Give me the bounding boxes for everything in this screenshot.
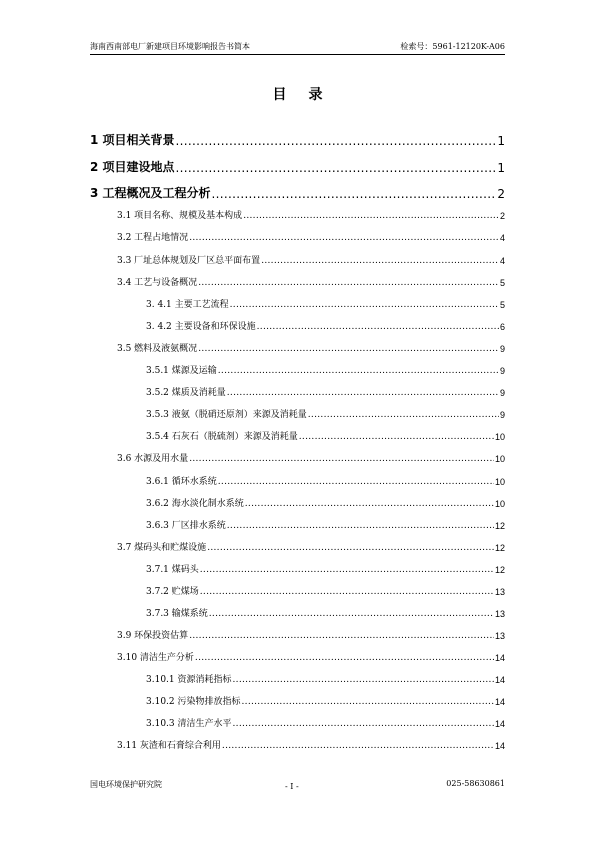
toc-entry-page: 1 [497, 134, 505, 148]
toc-leader-dots [176, 161, 497, 175]
toc-entry-page: 14 [494, 741, 505, 751]
toc-entry[interactable] [90, 131, 505, 148]
toc-entry[interactable] [117, 208, 505, 221]
toc-entry[interactable] [117, 275, 505, 288]
toc-leader-dots [189, 454, 494, 464]
toc-entry-title: 3.9 环保投资估算 [117, 631, 189, 641]
toc-entry-page: 14 [494, 675, 505, 685]
toc-entry-page: 12 [494, 543, 505, 553]
toc-leader-dots [189, 631, 494, 641]
toc-entry-page: 10 [494, 499, 505, 509]
toc-entry[interactable] [146, 606, 505, 619]
toc-entry-page: 1 [497, 161, 505, 175]
toc-leader-dots [233, 675, 494, 685]
toc-entry-title: 2 项目建设地点 [90, 160, 175, 174]
toc-entry-page: 4 [499, 233, 505, 243]
toc-leader-dots [176, 134, 497, 148]
toc-entry-page: 2 [497, 187, 505, 201]
toc-entry-title: 3.6.2 海水淡化制水系统 [146, 499, 244, 509]
footer-institute: 国电环境保护研究院 [90, 780, 162, 789]
toc-entry-page: 5 [499, 300, 505, 310]
toc-leader-dots [200, 587, 494, 597]
toc-entry-page: 6 [499, 322, 505, 332]
toc-entry-page: 12 [494, 565, 505, 575]
toc-entry-page: 13 [494, 609, 505, 619]
toc-title [0, 84, 595, 104]
toc-entry[interactable] [146, 363, 505, 376]
toc-entry-page: 14 [494, 653, 505, 663]
toc-entry-title: 3.5.1 煤源及运输 [146, 366, 217, 376]
toc-entry-title: 3.5.3 液氨（脱硝还原剂）来源及消耗量 [146, 410, 307, 420]
toc-entry-title: 3.10.2 污染物排放指标 [146, 697, 241, 707]
toc-leader-dots [227, 521, 494, 531]
toc-entry-title: 3. 4.1 主要工艺流程 [146, 300, 229, 310]
toc-entry-title: 3.6.3 厂区排水系统 [146, 521, 226, 531]
toc-entry-title: 3.4 工艺与设备概况 [117, 278, 198, 288]
toc-entry-title: 3.3 厂址总体规划及厂区总平面布置 [117, 256, 261, 266]
toc-leader-dots [230, 300, 499, 310]
toc-entry-page: 12 [494, 521, 505, 531]
toc-entry[interactable] [146, 297, 505, 310]
toc-entry[interactable] [146, 429, 505, 442]
toc-leader-dots [222, 741, 494, 751]
toc-entry[interactable] [146, 562, 505, 575]
toc-entry-page: 14 [494, 697, 505, 707]
page-header [90, 40, 505, 55]
toc-entry-page: 9 [499, 410, 505, 420]
toc-entry-title: 3.11 灰渣和石膏综合利用 [117, 741, 221, 751]
toc-entry-title: 3.7.2 贮煤场 [146, 587, 199, 597]
footer-phone: 025-58630861 [446, 779, 505, 788]
toc-entry-title: 3.5.2 煤质及消耗量 [146, 388, 226, 398]
footer-page-number: - I - [285, 782, 299, 791]
toc-entry-title: 3.10 清洁生产分析 [117, 653, 194, 663]
toc-entry-page: 4 [499, 256, 505, 266]
toc-entry-title: 3.1 项目名称、规模及基本构成 [117, 211, 243, 221]
toc-entry-page: 14 [494, 719, 505, 729]
toc-entry-page: 13 [494, 631, 505, 641]
toc-leader-dots [198, 344, 499, 354]
toc-entry[interactable] [146, 474, 505, 487]
toc-entry-title: 3.6.1 循环水系统 [146, 477, 217, 487]
toc-entry-page: 10 [494, 432, 505, 442]
toc-entry[interactable] [117, 451, 505, 464]
toc-entry-page: 9 [499, 366, 505, 376]
toc-entry-page: 5 [499, 278, 505, 288]
toc-entry-title: 1 项目相关背景 [90, 133, 175, 147]
toc-leader-dots [200, 565, 494, 575]
toc-leader-dots [227, 388, 499, 398]
toc-entry[interactable] [90, 184, 505, 201]
toc-entry-title: 3.10.3 清洁生产水平 [146, 719, 232, 729]
toc-entry-page: 9 [499, 344, 505, 354]
toc-entry[interactable] [146, 716, 505, 729]
toc-leader-dots [198, 278, 499, 288]
toc-entry[interactable] [117, 540, 505, 553]
toc-leader-dots [195, 653, 494, 663]
toc-entry[interactable] [146, 385, 505, 398]
toc-entry-page: 13 [494, 587, 505, 597]
toc-leader-dots [242, 697, 494, 707]
toc-leader-dots [308, 410, 499, 420]
toc-leader-dots [189, 233, 499, 243]
toc-entry-page: 10 [494, 454, 505, 464]
toc-entry-title: 3.5.4 石灰石（脱硫剂）来源及消耗量 [146, 432, 298, 442]
toc-entry[interactable] [117, 230, 505, 243]
toc-leader-dots [299, 432, 494, 442]
toc-leader-dots [257, 322, 499, 332]
toc-leader-dots [209, 609, 494, 619]
toc-entry-title: 3. 4.2 主要设备和环保设施 [146, 322, 256, 332]
toc-entry[interactable] [117, 253, 505, 266]
toc-entry-page: 2 [499, 211, 505, 221]
toc-leader-dots [207, 543, 494, 553]
toc-title-part2: 录 [308, 87, 323, 103]
toc-entry-title: 3.7.1 煤码头 [146, 565, 199, 575]
toc-entry-title: 3.2 工程占地情况 [117, 233, 189, 243]
toc-entry[interactable] [117, 341, 505, 354]
header-reference-number: 检索号：5961-12120K-A06 [400, 42, 505, 51]
toc-entry-title: 3.7.3 输煤系统 [146, 609, 208, 619]
toc-leader-dots [212, 187, 497, 201]
toc-entry[interactable] [117, 650, 505, 663]
toc-entry[interactable] [146, 584, 505, 597]
toc-entry[interactable] [146, 672, 505, 685]
toc-entry-page: 10 [494, 477, 505, 487]
toc-leader-dots [218, 366, 499, 376]
toc-leader-dots [243, 211, 499, 221]
toc-entry-title: 3 工程概况及工程分析 [90, 186, 211, 200]
toc-entry[interactable] [90, 158, 505, 175]
toc-title-part1: 目 [272, 87, 287, 103]
toc-leader-dots [261, 256, 499, 266]
toc-entry[interactable] [146, 407, 505, 420]
toc-entry-title: 3.5 燃料及液氨概况 [117, 344, 198, 354]
toc-entry-title: 3.6 水源及用水量 [117, 454, 189, 464]
toc-entry-title: 3.10.1 资源消耗指标 [146, 675, 232, 685]
toc-entry[interactable] [146, 319, 505, 332]
toc-leader-dots [233, 719, 494, 729]
toc-leader-dots [245, 499, 494, 509]
toc-entry[interactable] [146, 496, 505, 509]
toc-entry[interactable] [146, 518, 505, 531]
toc-entry[interactable] [117, 628, 505, 641]
toc-leader-dots [218, 477, 494, 487]
toc-entry[interactable] [117, 738, 505, 751]
toc-entry[interactable] [146, 694, 505, 707]
header-document-title: 海南西南部电厂新建项目环境影响报告书简本 [90, 42, 250, 51]
toc-entry-page: 9 [499, 388, 505, 398]
toc-entry-title: 3.7 煤码头和贮煤设施 [117, 543, 207, 553]
